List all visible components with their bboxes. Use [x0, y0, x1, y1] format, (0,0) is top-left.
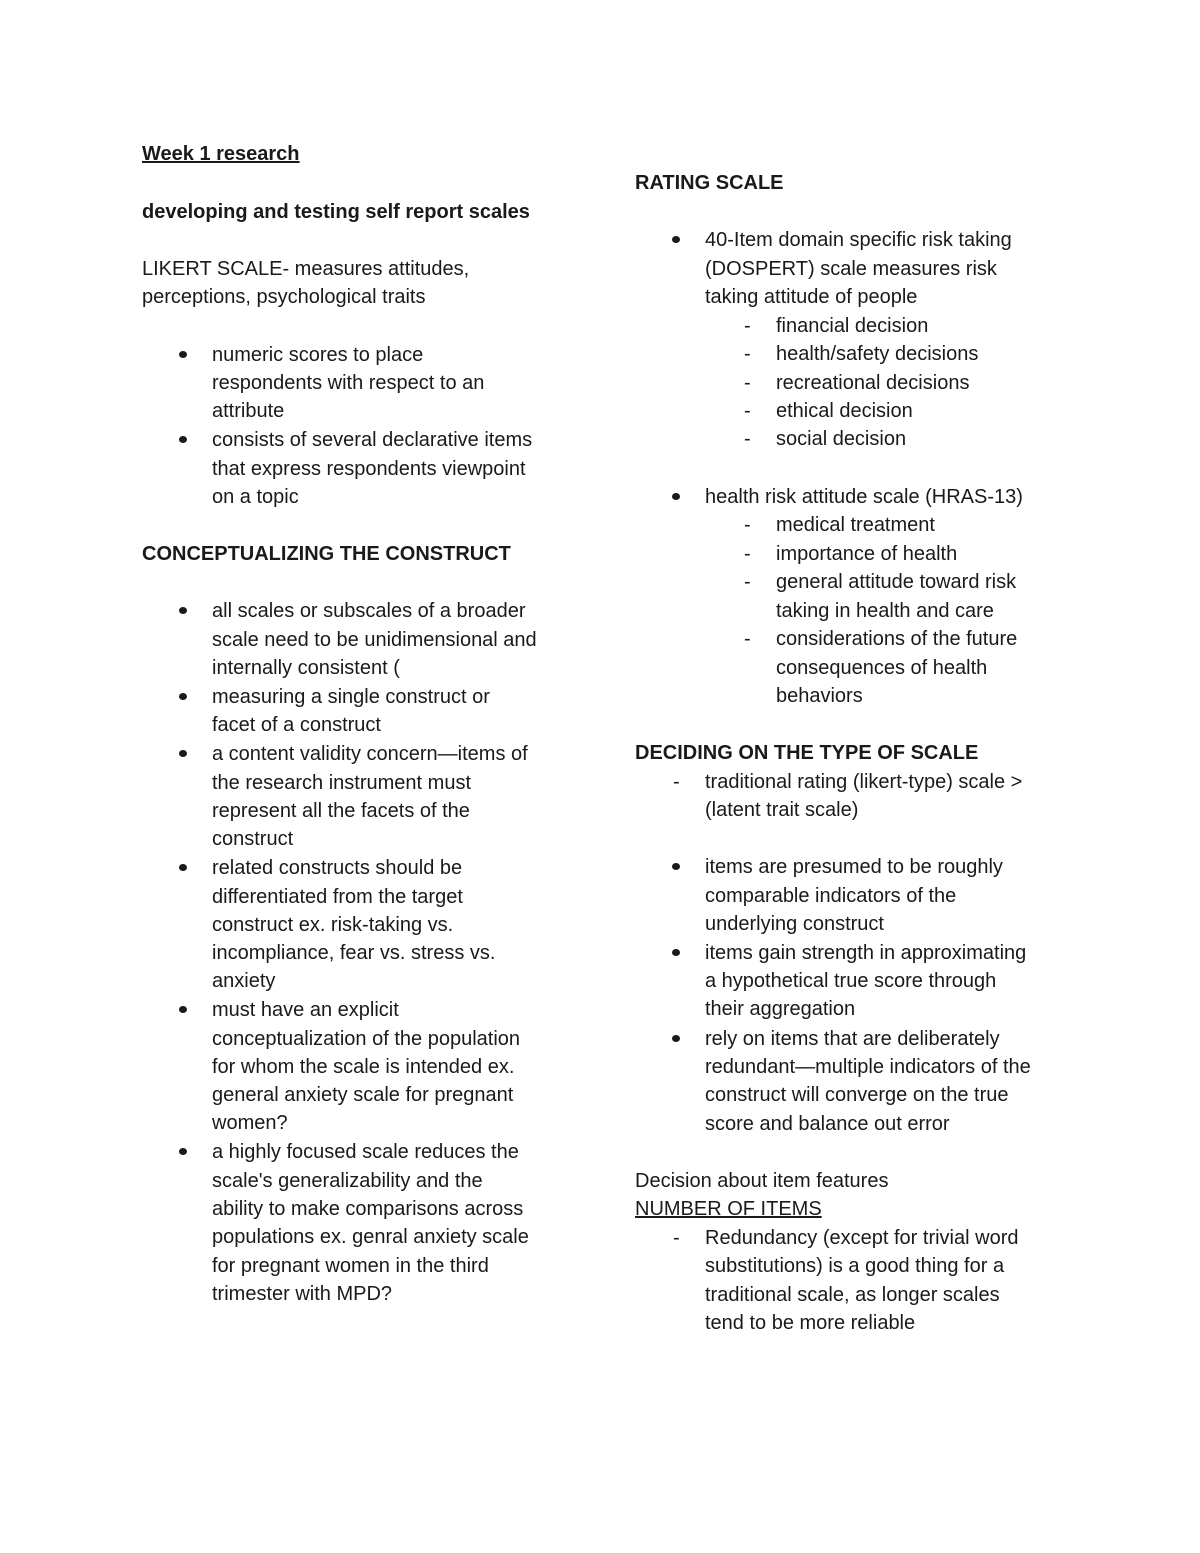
dospert-subitem: - health/safety decisions — [776, 340, 978, 368]
construct-bullet-line: for whom the scale is intended ex. — [212, 1056, 515, 1078]
item-features-label: Decision about item features — [635, 1170, 889, 1192]
construct-bullet-line: construct — [212, 828, 294, 850]
construct-bullet-line: facet of a construct — [212, 714, 381, 736]
construct-heading: CONCEPTUALIZING THE CONSTRUCT — [142, 543, 511, 565]
number-dash-line: traditional scale, as longer scales — [705, 1284, 1000, 1306]
likert-bullet-line: on a topic — [212, 486, 299, 508]
dospert-bullet-line: (DOSPERT) scale measures risk — [705, 258, 997, 280]
number-of-items-heading: NUMBER OF ITEMS — [635, 1198, 822, 1220]
construct-bullet-line: construct ex. risk-taking vs. — [212, 914, 454, 936]
construct-bullet-line: scale's generalizability and the — [212, 1170, 483, 1192]
deciding-dash-line: (latent trait scale) — [705, 799, 859, 821]
construct-bullet-line: women? — [212, 1112, 288, 1134]
deciding-bullet-line: a hypothetical true score through — [705, 970, 997, 992]
construct-bullet-line: trimester with MPD? — [212, 1283, 393, 1305]
deciding-bullet-line: redundant—multiple indicators of the — [705, 1056, 1031, 1078]
construct-bullet-line: general anxiety scale for pregnant — [212, 1084, 514, 1106]
deciding-bullet-line: score and balance out error — [705, 1113, 950, 1135]
construct-bullet-line: ability to make comparisons across — [212, 1198, 524, 1220]
dospert-bullet-line: taking attitude of people — [705, 286, 918, 308]
hras-subitem: - general attitude toward risk — [776, 568, 1016, 596]
construct-bullet: must have an explicit — [212, 996, 399, 1024]
deciding-dash-item: - traditional rating (likert-type) scale > — [705, 768, 1022, 796]
construct-bullet-line: incompliance, fear vs. stress vs. — [212, 942, 496, 964]
dospert-subitem: - ethical decision — [776, 397, 913, 425]
deciding-bullet: rely on items that are deliberately — [705, 1025, 1000, 1053]
construct-bullet: a content validity concern—items of — [212, 740, 528, 768]
construct-bullet: measuring a single construct or — [212, 683, 490, 711]
construct-bullet: all scales or subscales of a broader — [212, 597, 526, 625]
construct-bullet-line: internally consistent ( — [212, 657, 400, 679]
likert-bullet-line: attribute — [212, 400, 285, 422]
number-dash-line: substitutions) is a good thing for a — [705, 1255, 1005, 1277]
construct-bullet-line: represent all the facets of the — [212, 800, 470, 822]
likert-definition: perceptions, psychological traits — [142, 286, 426, 308]
dospert-subitem: - recreational decisions — [776, 369, 969, 397]
rating-scale-heading: RATING SCALE — [635, 172, 784, 194]
hras-subitem: - medical treatment — [776, 511, 935, 539]
construct-bullet-line: anxiety — [212, 970, 276, 992]
construct-bullet-line: scale need to be unidimensional and — [212, 629, 537, 651]
subtitle: developing and testing self report scales — [142, 201, 530, 223]
deciding-bullet-line: comparable indicators of the — [705, 885, 957, 907]
deciding-bullet: items gain strength in approximating — [705, 939, 1026, 967]
hras-subitem-line: taking in health and care — [776, 600, 994, 622]
dospert-subitem: - financial decision — [776, 312, 928, 340]
deciding-bullet-line: their aggregation — [705, 998, 856, 1020]
construct-bullet-line: conceptualization of the population — [212, 1028, 521, 1050]
hras-subitem: - importance of health — [776, 540, 957, 568]
deciding-bullet-line: construct will converge on the true — [705, 1084, 1009, 1106]
construct-bullet-line: differentiated from the target — [212, 886, 463, 908]
deciding-bullet: items are presumed to be roughly — [705, 853, 1003, 881]
hras-subitem: - considerations of the future — [776, 625, 1017, 653]
construct-bullet: related constructs should be — [212, 854, 462, 882]
likert-bullet-line: respondents with respect to an — [212, 372, 485, 394]
construct-bullet-line: the research instrument must — [212, 772, 471, 794]
number-dash-item: - Redundancy (except for trivial word — [705, 1224, 1018, 1252]
deciding-bullet-line: underlying construct — [705, 913, 884, 935]
construct-bullet-line: populations ex. genral anxiety scale — [212, 1226, 529, 1248]
hras-bullet: health risk attitude scale (HRAS-13) — [705, 483, 1023, 511]
likert-bullet: consists of several declarative items — [212, 426, 532, 454]
dospert-bullet: 40-Item domain specific risk taking — [705, 226, 1012, 254]
hras-subitem-line: behaviors — [776, 685, 863, 707]
construct-bullet: a highly focused scale reduces the — [212, 1138, 519, 1166]
hras-subitem-line: consequences of health — [776, 657, 988, 679]
likert-definition: LIKERT SCALE- measures attitudes, — [142, 258, 470, 280]
dospert-subitem: - social decision — [776, 425, 906, 453]
number-dash-line: tend to be more reliable — [705, 1312, 916, 1334]
page-title: Week 1 research — [142, 143, 300, 165]
deciding-heading: DECIDING ON THE TYPE OF SCALE — [635, 742, 979, 764]
likert-bullet-line: that express respondents viewpoint — [212, 458, 526, 480]
construct-bullet-line: for pregnant women in the third — [212, 1255, 489, 1277]
likert-bullet: numeric scores to place — [212, 341, 423, 369]
